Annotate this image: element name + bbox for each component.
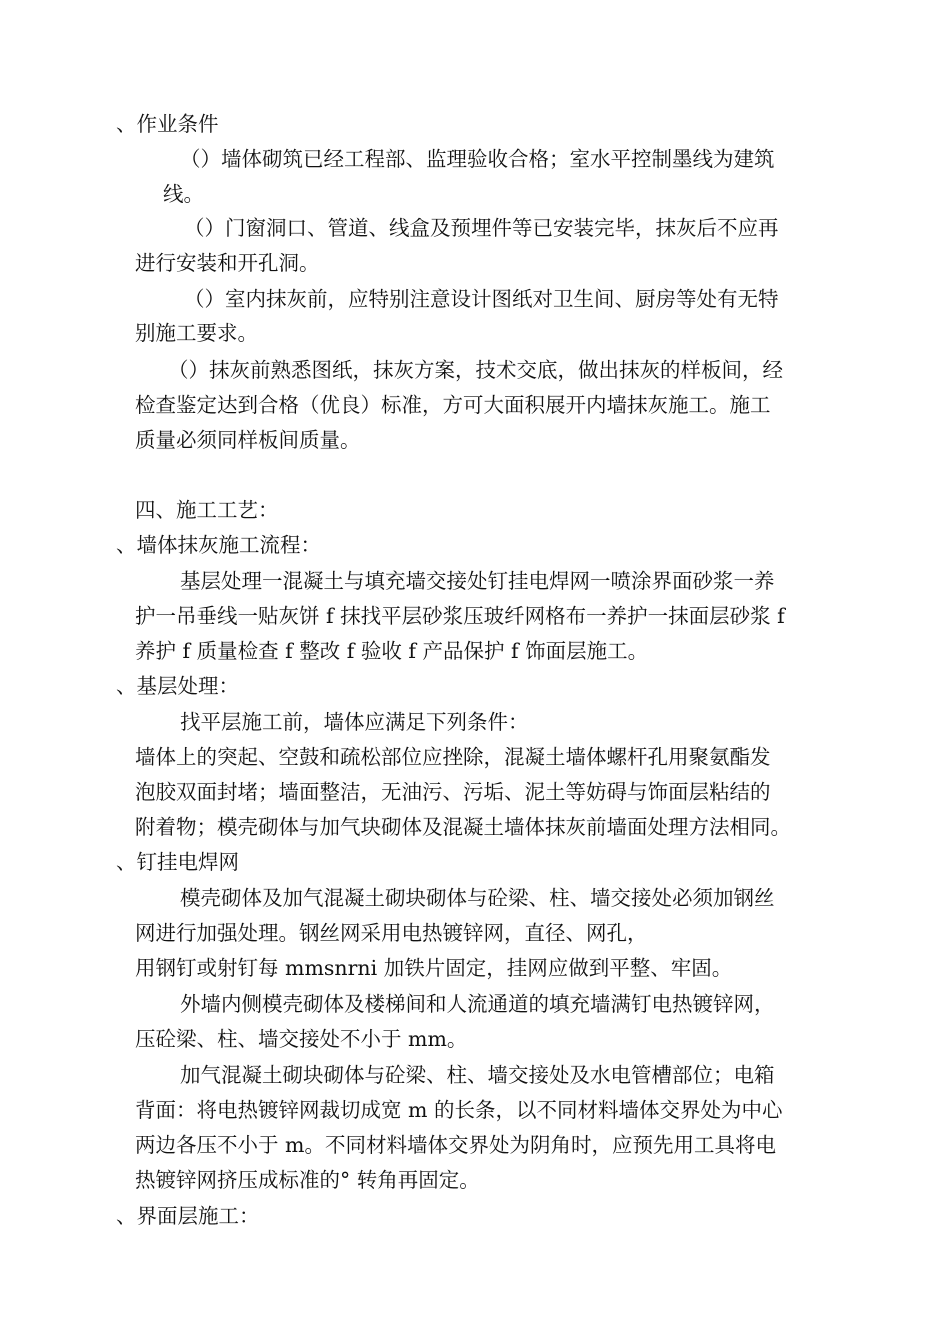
heading-work-conditions: 、作业条件 [116, 112, 219, 136]
paragraph-line: （）抹灰前熟悉图纸，抹灰方案，技术交底，做出抹灰的样板间，经 [168, 358, 783, 382]
paragraph-line: 养护 f 质量检查 f 整改 f 验收 f 产品保护 f 饰面层施工。 [135, 639, 649, 663]
paragraph-line: 泡胶双面封堵；墙面整洁，无油污、污垢、泥土等妨碍与饰面层粘结的 [135, 780, 771, 804]
paragraph-line: 网进行加强处理。钢丝网采用电热镀锌网，直径、网孔， [135, 921, 648, 945]
paragraph-line: 检查鉴定达到合格（优良）标准，方可大面积展开内墙抹灰施工。施工 [135, 393, 771, 417]
paragraph-line: 进行安装和开孔洞。 [135, 251, 320, 275]
subheading-interface-layer: 、界面层施工： [116, 1204, 260, 1228]
paragraph-line: 墙体上的突起、空鼓和疏松部位应挫除，混凝土墙体螺杆孔用聚氨酯发 [135, 745, 771, 769]
paragraph-line: 压砼梁、柱、墙交接处不小于 mm。 [135, 1027, 468, 1051]
paragraph-line: 别施工要求。 [135, 321, 258, 345]
paragraph-line: 附着物；模壳砌体与加气块砌体及混凝土墙体抹灰前墙面处理方法相同。 [135, 815, 791, 839]
subheading-welded-mesh: 、钉挂电焊网 [116, 850, 239, 874]
paragraph-line: （）墙体砌筑已经工程部、监理验收合格；室水平控制墨线为建筑 [180, 147, 775, 171]
paragraph-line: 质量必须同样板间质量。 [135, 428, 361, 452]
paragraph-line: 线。 [163, 182, 204, 206]
paragraph-line: （）室内抹灰前，应特别注意设计图纸对卫生间、厨房等处有无特 [184, 287, 779, 311]
paragraph-line: 基层处理一混凝土与填充墙交接处钉挂电焊网一喷涂界面砂浆一养 [180, 569, 775, 593]
paragraph-line: 加气混凝土砌块砌体与砼梁、柱、墙交接处及水电管槽部位；电箱 [180, 1063, 775, 1087]
paragraph-line: 模壳砌体及加气混凝土砌块砌体与砼梁、柱、墙交接处必须加钢丝 [180, 886, 775, 910]
paragraph-line: 背面：将电热镀锌网裁切成宽 m 的长条，以不同材料墙体交界处为中心 [135, 1098, 783, 1122]
paragraph-line: 热镀锌网挤压成标准的° 转角再固定。 [135, 1168, 480, 1192]
paragraph-line: （）门窗洞口、管道、线盒及预埋件等已安装完毕，抹灰后不应再 [184, 216, 779, 240]
section-heading-construction-process: 四、施工工艺： [135, 498, 279, 522]
subheading-base-treatment: 、基层处理： [116, 674, 239, 698]
paragraph-line: 护一吊垂线一贴灰饼 f 抹找平层砂浆压玻纤网格布一养护一抹面层砂浆 f [135, 604, 785, 628]
subheading-plastering-flow: 、墙体抹灰施工流程： [116, 533, 321, 557]
paragraph-line: 外墙内侧模壳砌体及楼梯间和人流通道的填充墙满钉电热镀锌网， [180, 992, 775, 1016]
paragraph-line: 找平层施工前，墙体应满足下列条件： [180, 710, 529, 734]
paragraph-line: 用钢钉或射钉每 mmsnrni 加铁片固定，挂网应做到平整、牢固。 [135, 956, 733, 980]
paragraph-line: 两边各压不小于 m。不同材料墙体交界处为阴角时，应预先用工具将电 [135, 1133, 776, 1157]
